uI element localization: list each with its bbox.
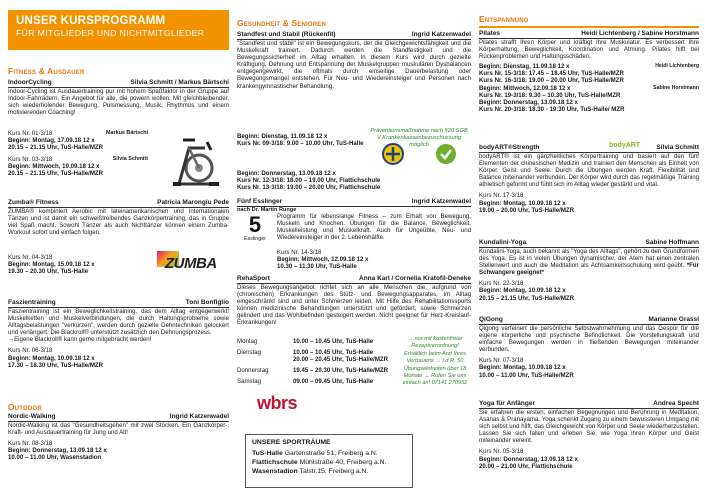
course-title-fuenf-esslinger: Fünf Esslinger Ingrid Katzenwadel: [237, 198, 471, 205]
section-heading-entspannung: Entspannung: [479, 14, 529, 24]
column-fitness: Fitness & Ausdauer IndoorCycling Silvia Schmitt / Markus Bärtschi Indoor-Cycling ist Ausdauertraining pur mit hohem Spaßfaktor in der Gruppe auf Indoor-Fahrrädern. Ein Angebot für alle, die powern wollen. Mit gleichbleibender, sich wiederholender Bewegung, Pulsmessung, Musik, Rhythmus und einem motivierenden Coaching! Kurs Nr. 01-3/18 Markus Bärtschi Beginn: Montag, 17.09.18 12 x 20.15 – 21.15 Uhr, TuS-Halle/MZR Kurs Nr. 03-3/18 Silvia Schmitt Beginn: Mittwoch, 19.09.18 12 x 20.15 – 21.15 Uhr, TuS-Halle/MZR Zumba® Fitness Patricia Marongiu Pede ZUMBA® kombiniert Aerobic mit lateinamerikanischen und internationalen Tänzen und ist damit ein schweißtreibendes Ganzkörpertraining, das in Gruppe viel Spaß macht. Sowohl Tänzer als auch Nichttänzer können einem Zumba-Workout sofort und einfach folgen. Kurs Nr. 04-3/18 Beginn: Montag, 15.09.18 12 x 19.30 – 20.30 Uhr, TuS-Halle ZUMBA Faszientraining Toni Bonfiglio Faszientraining ist ein Beweglichkeitstraining, das dem Alltag entgegenwirkt! Muskelketten und Muskelverbindungen, die durch Haltungsprobleme sowie Alltagsbelastungen "verkürzen", werden durch gezielte Dehntechniken gelockert und verlängert. Die Blackroll® unterstützt zusätzlich den Dehnungsprozess. →Eigene Blackroll® kann gerne mitgebracht werden! Kurs Nr. 06-3/18 Beginn: Montag, 10.09.18 12 x 17.30 – 18.30 Uhr, TuS-Halle/MZR Outdoor Nordic-Walking Ingrid Katzenwadel Nordic-Walking ist das "Gesundheitsgehen" mit zwei Stöcken. Ein Ganzkörper-, Kraft- und Ausdauertraining für Jung und Alt! Kurs Nr. 08-3/18 Beginn: Donnerstag, 13.09.18 12 x 10.00 – 11.00 Uhr, Wasenstadion: [8, 66, 229, 462]
course-title-yoga: Yoga für Anfänger Andrea Specht: [479, 400, 699, 407]
course-title-pilates: Pilates Heidi Lichtenberg / Sabine Horstmann: [479, 30, 699, 37]
course-text-bodyart: bodyART® ist ein ganzheitliches Körpertraining und basiert auf den fünf Elementen der chinesischen Medizin und trainiert den Menschen als Einheit von Körper, Geist und Seele. Durch die Übungen werden Kraft, Flexibilität und Balance miteinander verbunden. Der Körper wird durch das regelmäßige Training athletisch geformt und fühlt sich im Alltag wieder gestärkt und vital.: [479, 153, 699, 189]
course-text-standfest: "Standfest und stabil" ist ein Bewegungskurs, der die Gleichgewichtsfähigkeit und die Muskelkraft trainiert. Dadurch werden die Standfestigkeit und die Bewegungssicherheit im Alltag erhalten. In diesem Kurs wird durch gezielte Kräftigung, Dehnung und Entspannung der Muskelgruppen muskulären Dysbalancen entgegengewirkt, die oftmals durch einseitige Dauerbelastung oder Bewegungsmangel entstehen. Für Neu- und Wiedereinsteiger und Personen nach krankengymnastischer Behandlung.: [237, 40, 471, 90]
rehasport-schedule: Montag 10.00 – 10.45 Uhr, TuS-Halle Dienstag 10.00 – 10.45 Uhr, TuS-Halle 20.00 – 20.45 Uhr, TuS-Halle/MZR Donnerstag 19.45 – 20.30 Uhr, TuS-Halle/MZR Samstag 09.00 – 09.45 Uhr, TuS-Halle: [237, 338, 389, 386]
fuenf-esslinger-schedule: Kurs Nr. 14-3/18 Beginn: Mittwoch, 12.09.18 12 x 10.30 – 11.30 Uhr, TuS-Halle: [277, 249, 369, 271]
course-text-pilates: Pilates strafft Ihren Körper und kräftigt Ihre Muskulatur. Es verbessert Ihre Körperhaltung, Beweglichkeit, Koordination und Atmung. Pilates hilft bei Rückenproblemen und Haltungsschäden.: [479, 39, 699, 61]
course-text-nordic-walking: Nordic-Walking ist das "Gesundheitsgehen" mit zwei Stöcken. Ein Ganzkörper-, Kraft- und Ausdauertraining für Jung und Alt!: [8, 422, 229, 437]
sportabzeichen-seal-icon: [382, 143, 404, 165]
sportraeume-box: UNSERE SPORTRÄUME TuS-Halle Gartenstraße 51, Freiberg a.N. Flattichschule Mühlstraße 40, Freiberg a.N. Wasenstadion Talstr.15, Freiberg a.N.: [245, 434, 413, 488]
course-title-nordic-walking: Nordic-Walking Ingrid Katzenwadel: [8, 413, 229, 420]
course-text-rehasport: Dieses Bewegungsangebot richtet sich an alle Menschen die, aufgrund von (chronischen) Erkrankungen des Stütz- und Bewegungsapparates, im Alltag eingeschränkt sind und unter Schmerzen leiden. Mit Hilfe des Rehabilitationssports können medizinische Behandlungen unterstützt und gefördert, sowie Schmerzen gelindert und das Wohlbefinden gesteigert werden. Nicht geeignet für Herz-Kreislauf-Erkrankungen!: [237, 284, 471, 327]
course-text-indoorcycling: Indoor-Cycling ist Ausdauertraining pur mit hohem Spaßfaktor in der Gruppe auf Indoor-Fahrrädern. Ein Angebot für alle, die powern wollen. Mit gleichbleibender, sich wiederholender Bewegung, Pulsmessung, Musik, Rhythmus und einem motivierenden Coaching!: [8, 88, 229, 117]
course-title-qigong: QiGong Marianne Grassl: [479, 316, 699, 323]
column-entspannung-body: Pilates Heidi Lichtenberg / Sabine Horstmann Pilates strafft Ihren Körper und kräftigt Ihre Muskulatur. Es verbessert Ihre Körperhaltung, Beweglichkeit, Koordination und Atmung. Pilates hilft bei Rückenproblemen und Haltungsschäden. Beginn: Dienstag, 11.09.18 12 x Heidi Lichtenberg Kurs Nr. 15-3/18: 17.45 – 18.45 Uhr, TuS-Halle/MZR Kurs Nr. 16-3/18: 19.00 – 20.00 Uhr, TuS-Halle/MZR Beginn: Mittwoch, 12.09.18 12 x Sabine Horstmann Kurs Nr. 19-3/18: 9.30 – 10.30 Uhr, TuS-Halle/MZR Beginn: Donnerstag, 13.09.18 12 x Kurs Nr. 20-3/18: 18.30 - 19:30 Uhr, TuS-Halle/ MZR bodyART bodyART®Strength Silvia Schmitt bodyART® ist ein ganzheitliches Körpertraining und basiert auf den fünf Elementen der chinesischen Medizin und trainiert den Menschen als Einheit von Körper, Geist und Seele. Durch die Übungen werden Kraft, Flexibilität und Balance miteinander verbunden. Der Körper wird durch das regelmäßige Training athletisch geformt und fühlt sich im Alltag wieder gestärkt und vital. Kurs Nr. 17-3/18 Beginn: Montag, 10.09.18 12 x 19.00 – 20.00 Uhr, TuS-Halle/MZR Kundalini-Yoga Sabine Hoffmann Kundalini-Yoga, auch bekannt als "Yoga des Alltags", gehört zu den Grundformen des Yoga. Es ist in vielen Übungen dynamischer, der Atem hat einen zentralen Stellenwert und auch die Meditation als Achtsamkeitsschulung wird geübt. *Für Schwangere geeignet* Kurs Nr. 22-3/18 Beginn: Montag, 10.09.18 12 x 20.15 – 21.15 Uhr, TuS-Halle/MZR QiGong Marianne Grassl Qigong verfeinert die persönliche Selbstwahrnehmung und das Gespür für die eigene körperliche und psychische Befindlichkeit. Die Vorstellungskraft und einfache Bewegungen werden in fließenden Bewegungen miteinander verbunden. Kurs Nr. 07-3/18 Beginn: Montag, 10.09.18 12 x 10.00 – 11.00 Uhr, TuS-Halle/MZR Yoga für Anfänger Andrea Specht Sie erfahren die ersten, einfachen Begegnungen und Berührung in Meditation, Asanas & Pranayama. Yoga schenkt Zugang zu einem bewussteren Umgang mit sich selbst und hilft, das Gleichgewicht von Körper und Seele wiederherzustellen. Lassen Sie sich fallen und erleben Sie, wie Yoga Ihren Körper und Geist miteinander vereint. Kurs Nr. 05-3/18 Beginn: Donnerstag, 13.09.18 12 x 20.00 – 21.00 Uhr, Flattichschule: [479, 30, 699, 470]
column-entspannung: [479, 0, 699, 498]
section-rule: [479, 26, 699, 28]
course-text-kundalini: Kundalini-Yoga, auch bekannt als "Yoga des Alltags", gehört zu den Grundformen des Yoga. Es ist in vielen Übungen dynamischer, der Atem hat einen zentralen Stellenwert und auch die Meditation als Achtsamkeitsschulung wird geübt. *Für Schwangere geeignet*: [479, 248, 699, 277]
column-gesundheit: Gesundheit & Senioren Standfest und Stabil (Rückenfit) Ingrid Katzenwadel "Standfest und stabil" ist ein Bewegungskurs, der die Gleichgewichtsfähigkeit und die Muskelkraft trainiert. Dadurch werden die Standfestigkeit und die Bewegungssicherheit im Alltag erhalten. In diesem Kurs wird durch gezielte Kräftigung, Dehnung und Entspannung der Muskelgruppen muskulären Dysbalancen entgegengewirkt, die oftmals durch einseitige Dauerbelastung oder Bewegungsmangel entstehen. Für Neu- und Wiedereinsteiger und Personen nach krankengymnastischer Behandlung. Beginn: Dienstag, 11.09.18 12 x Kurs Nr. 09-3/18: 9.00 – 10.00 Uhr, TuS-Halle Präventionsmaßnahme nach §20 SGB V Krankenkassenbezuschussung möglich Beginn: Donnerstag, 13.09.18 12 x Kurs Nr. 12-3/18: 18.00 – 19.00 Uhr, Flattichschule Kurs Nr. 13-3/18: 19.00 – 20.00 Uhr, Flattichschule Fünf Esslinger Ingrid Katzenwadel nach Dr. Martin Runge 5 Esslinger Programm für lebenslange Fitness – zum Erhalt von Bewegung, Muskeln und Knochen. Übungen für die Balance, Beweglichkeit, Muskelleistung und Muskelkraft. Auch für Ungeübte, Neu- und Wiedereinsteiger in der 2. Lebenshälfte. Kurs Nr. 14-3/18 Beginn: Mittwoch, 12.09.18 12 x 10.30 – 11.30 Uhr, TuS-Halle RehaSport Anna Karl / Cornelia Kratofil-Deneke Dieses Bewegungsangebot richtet sich an alle Menschen die, aufgrund von (chronischen) Erkrankungen des Stütz- und Bewegungsapparates, im Alltag eingeschränkt sind und unter Schmerzen leiden. Mit Hilfe des Rehabilitationssports können medizinische Behandlungen unterstützt und gefördert, sowie Schmerzen gelindert und das Wohlbefinden gesteigert werden. Nicht geeignet für Herz-Kreislauf-Erkrankungen! Montag 10.00 – 10.45 Uhr, TuS-Halle Dienstag 10.00 – 10.45 Uhr, TuS-Halle 20.00 – 20.45 Uhr, TuS-Halle/MZR Donnerstag 19.45 – 20.30 Uhr, TuS-Halle/MZR Samstag 09.00 – 09.45 Uhr, TuS-Halle → nur mit kostenfreier Rezeptverordnung! Erhältlich beim Arzt Ihres Vertrauens → i.d.R. 50 Übungseinheiten über 18 Monate → Rufen Sie uns einfach an! 07141 270952 wbrs UNSERE SPORTRÄUME TuS-Halle Gartenstraße 51, Freiberg a.N. Flattichschule Mühlstraße 40, Freiberg a.N. Wasenstadion Talstr.15, Freiberg a.N.: [237, 0, 471, 498]
banner-title: UNSER KURSPROGRAMM: [16, 15, 166, 27]
banner-subtitle: FÜR MITGLIEDER UND NICHTMITGLIEDER: [16, 28, 205, 38]
section-heading-fitness: Fitness & Ausdauer: [8, 66, 85, 76]
course-text-zumba: ZUMBA® kombiniert Aerobic mit lateinamerikanischen und internationalen Tänzen und ist damit ein schweißtreibendes Ganzkörpertraining, das in Gruppe viel Spaß macht. Sowohl Tänzer als auch Nichttänzer können einem Zumba-Workout sofort und einfach folgen.: [8, 208, 229, 237]
rehasport-rezept-note: → nur mit kostenfreier Rezeptverordnung! Erhältlich beim Arzt Ihres Vertrauens → i.d.R. 50 Übungseinheiten über 18 Monate → Rufen Sie uns einfach an! 07141 270952: [402, 336, 468, 387]
course-title-indoorcycling: IndoorCycling Silvia Schmitt / Markus Bärtschi: [8, 79, 229, 86]
course-title-faszientraining: Faszientraining Toni Bonfiglio: [8, 299, 229, 306]
course-title-zumba: Zumba® Fitness Patricia Marongiu Pede: [8, 199, 229, 206]
course-title-standfest: Standfest und Stabil (Rückenfit) Ingrid Katzenwadel: [237, 31, 471, 38]
course-title-kundalini: Kundalini-Yoga Sabine Hoffmann: [479, 239, 699, 246]
section-heading-outdoor: Outdoor: [8, 402, 42, 412]
standfest-schedule-2: Beginn: Donnerstag, 13.09.18 12 x Kurs Nr. 12-3/18: 18.00 – 19.00 Uhr, Flattichschule Kurs Nr. 13-3/18: 19.00 – 20.00 Uhr, Flattichschule: [237, 170, 381, 192]
quality-seal-icon: [435, 143, 457, 165]
course-text-qigong: Qigong verfeinert die persönliche Selbstwahrnehmung und das Gespür für die eigene körperliche und psychische Befindlichkeit. Die Vorstellungskraft und einfache Bewegungen werden in fließenden Bewegungen miteinander verbunden.: [479, 325, 699, 354]
zumba-logo: ZUMBA: [155, 251, 225, 281]
bodyart-logo: bodyART: [609, 142, 641, 149]
zumba-schedule: Kurs Nr. 04-3/18 Beginn: Montag, 15.09.18 12 x 19.30 – 20.30 Uhr, TuS-Halle: [8, 254, 95, 276]
course-text-yoga: Sie erfahren die ersten, einfachen Begegnungen und Berührung in Meditation, Asanas & Pranayama. Yoga schenkt Zugang zu einem bewussteren Umgang mit sich selbst und hilft, das Gleichgewicht von Körper und Seele wiederherzustellen. Lassen Sie sich fallen und erleben Sie, wie Yoga Ihren Körper und Geist miteinander vereint.: [479, 409, 699, 445]
praevention-note: Präventionsmaßnahme nach §20 SGB V Krankenkassenbezuschussung möglich: [370, 128, 468, 148]
section-heading-gesundheit: Gesundheit & Senioren: [237, 18, 327, 28]
course-text-faszientraining: Faszientraining ist ein Beweglichkeitstraining, das dem Alltag entgegenwirkt! Muskelketten und Muskelverbindungen, die durch Haltungsprobleme sowie Alltagsbelastungen "verkürzen", werden durch gezielte Dehntechniken gelockert und verlängert. Die Blackroll® unterstützt zusätzlich den Dehnungsprozess.: [8, 308, 229, 337]
wbrs-logo: wbrs: [257, 393, 298, 413]
fuenf-esslinger-logo: 5 Esslinger: [243, 212, 267, 242]
indoor-bike-icon: [161, 128, 225, 192]
standfest-schedule-1: Beginn: Dienstag, 11.09.18 12 x Kurs Nr. 09-3/18: 9.00 – 10.00 Uhr, TuS-Halle: [237, 133, 364, 148]
course-title-rehasport: RehaSport Anna Karl / Cornelia Kratofil-Deneke: [237, 275, 471, 282]
course-text-fuenf-esslinger: Programm für lebenslange Fitness – zum Erhalt von Bewegung, Muskeln und Knochen. Übungen für die Balance, Beweglichkeit, Muskelleistung und Muskelkraft. Auch für Ungeübte, Neu- und Wiedereinsteiger in der 2. Lebenshälfte.: [277, 213, 471, 242]
indoorcycling-schedule: Kurs Nr. 01-3/18 Markus Bärtschi Beginn: Montag, 17.09.18 12 x 20.15 – 21.15 Uhr, TuS-Halle/MZR Kurs Nr. 03-3/18 Silvia Schmitt Beginn: Mittwoch, 19.09.18 12 x 20.15 – 21.15 Uhr, TuS-Halle/MZR: [8, 130, 148, 178]
course-title-bodyart: bodyART®Strength Silvia Schmitt: [479, 144, 699, 151]
blackroll-note: →Eigene Blackroll® kann gerne mitgebracht werden!: [8, 336, 152, 344]
